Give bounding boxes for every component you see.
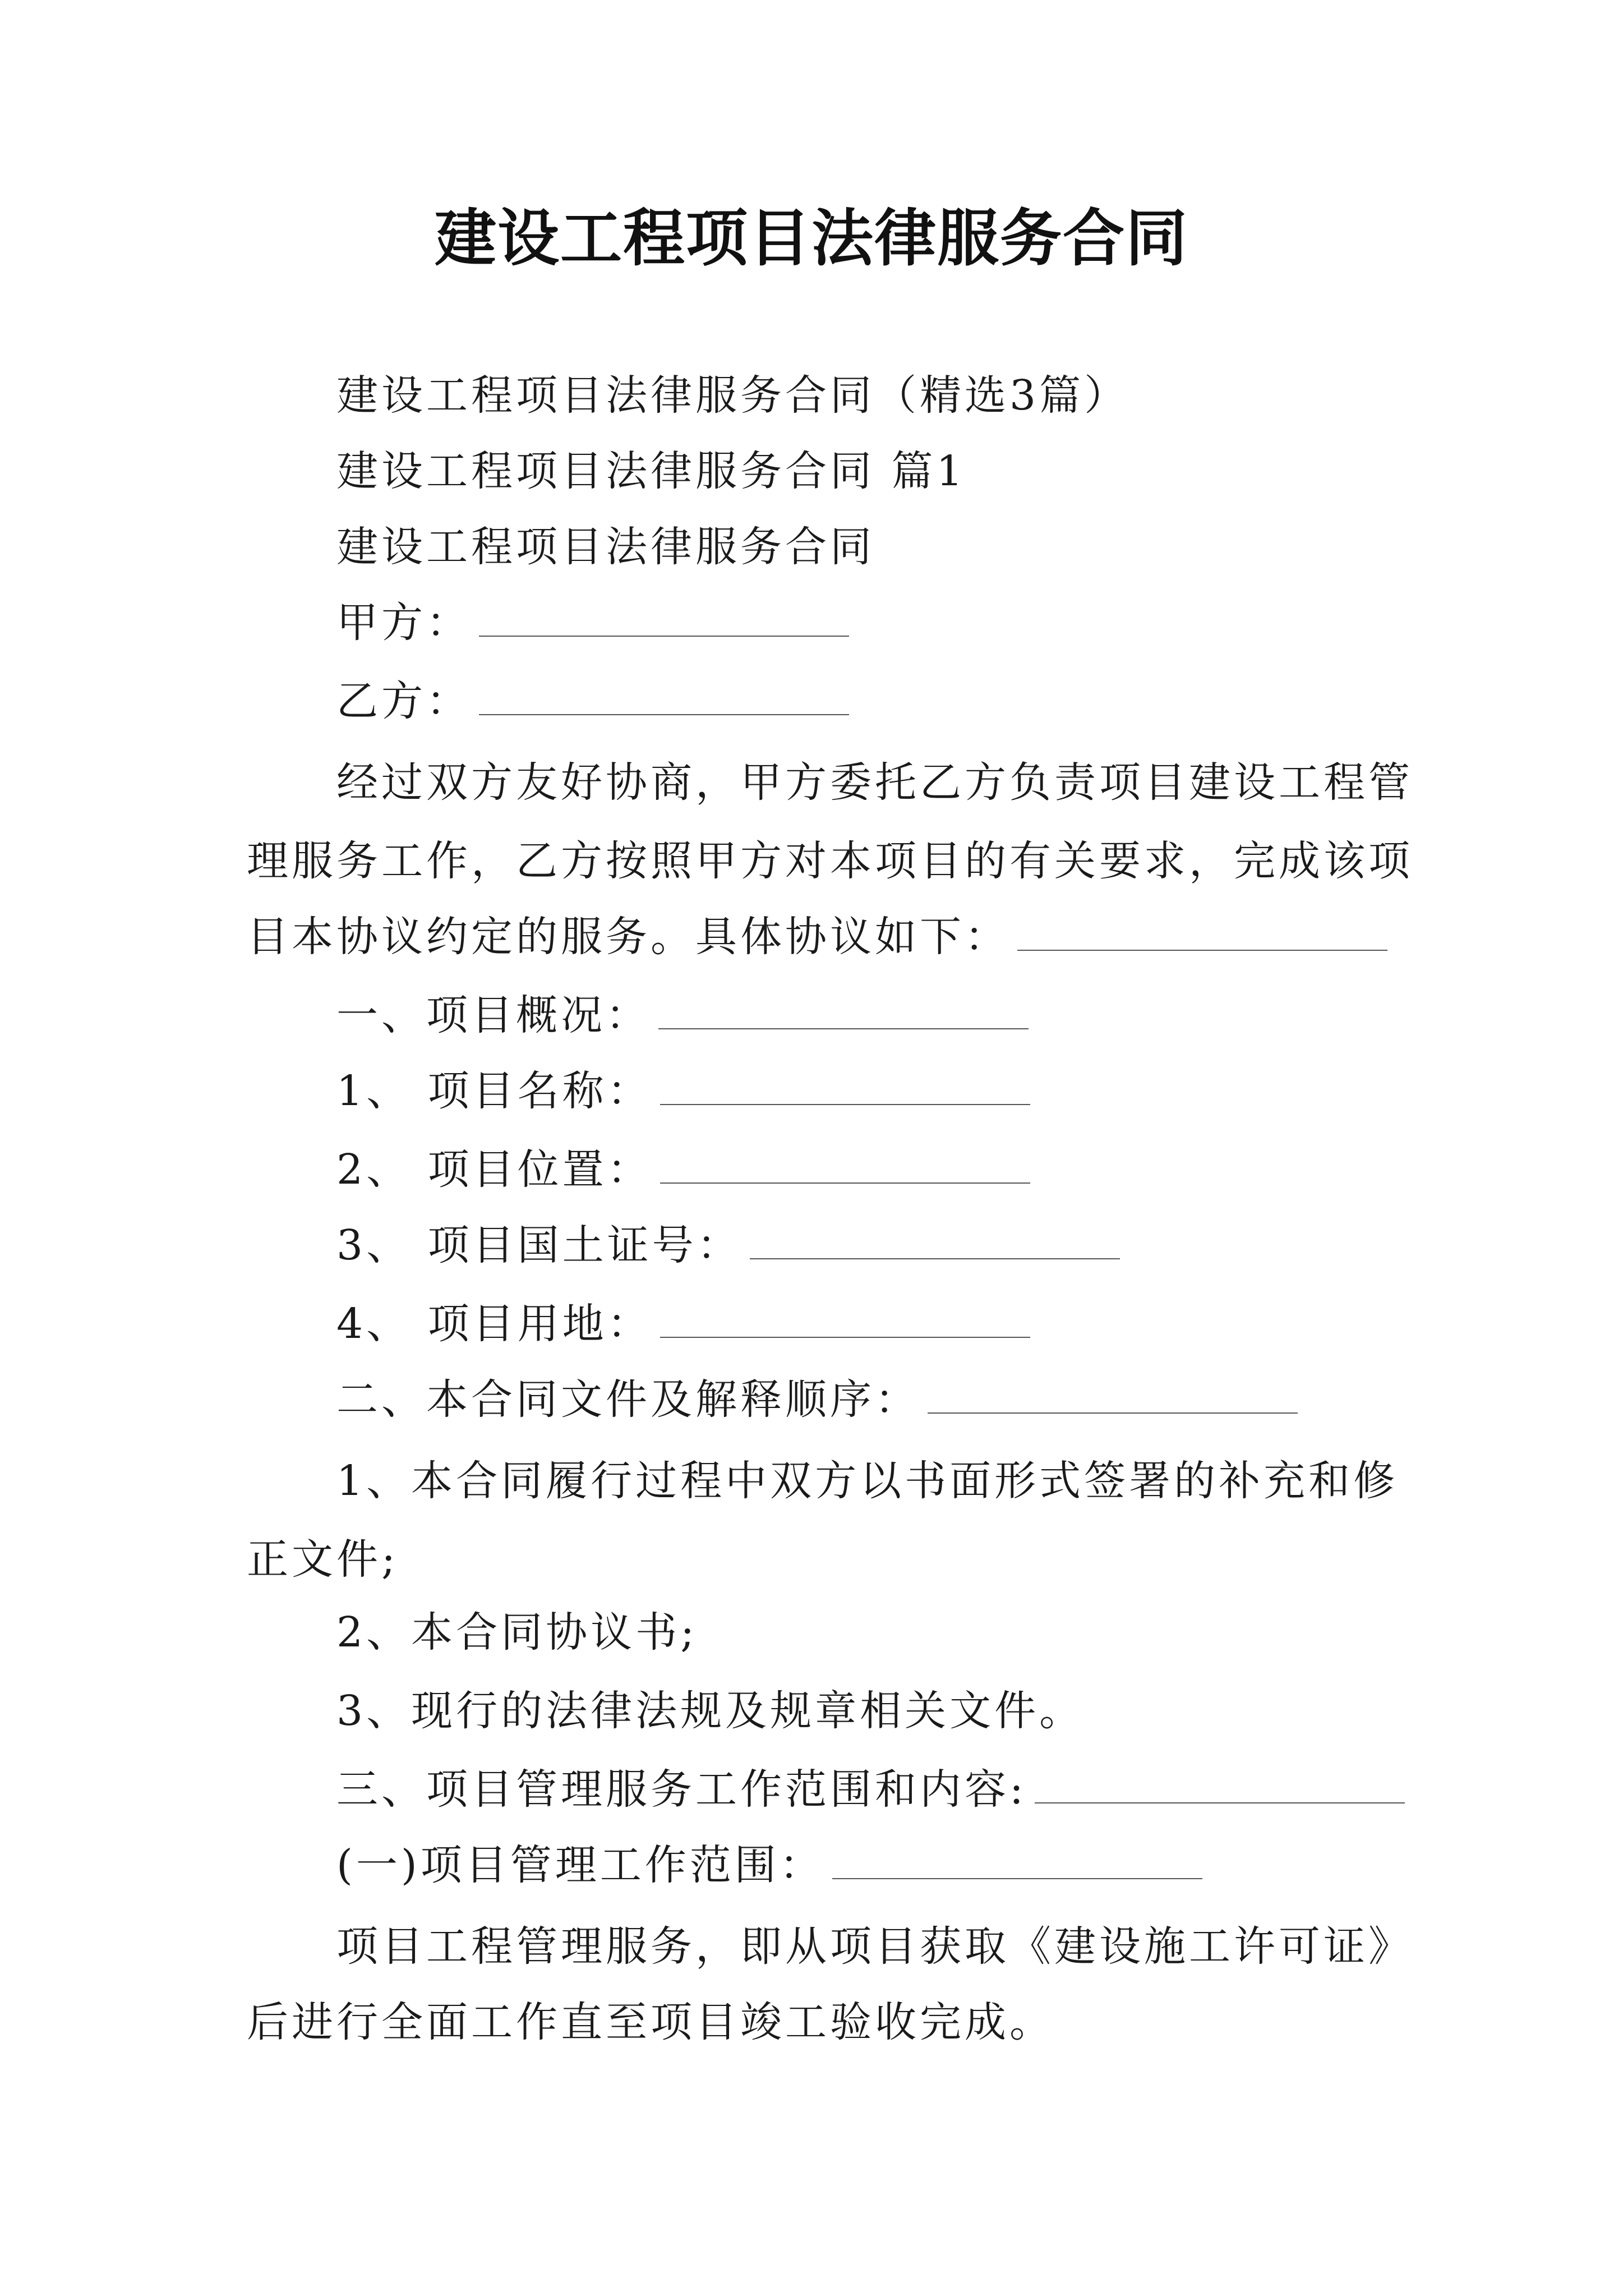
party-b-line [336, 673, 849, 729]
item-2-3-line [336, 1683, 1084, 1739]
item-1-1-line [336, 1063, 1030, 1119]
item-1-3-text: 3、 项目国土证号： [336, 1221, 742, 1269]
subtitle-text: 建设工程项目法律服务合同（精选3篇） [336, 371, 1129, 420]
intro-line-3 [247, 909, 1387, 965]
subtitle-line [336, 367, 1129, 424]
section-3-sub-blank [832, 1844, 1202, 1879]
item-2-2-line [336, 1604, 698, 1660]
intro-text-1: 经过双方友好协商，甲方委托乙方负责项目建设工程管 [336, 758, 1413, 807]
section-1-blank [658, 995, 1029, 1029]
item-2-1-line-b [247, 1531, 399, 1588]
scope-text-1: 项目工程管理服务，即从项目获取《建设施工许可证》 [336, 1922, 1413, 1971]
part-heading-text: 建设工程项目法律服务合同 篇1 [336, 447, 966, 495]
party-a-blank [479, 602, 849, 637]
item-1-4-line [336, 1296, 1030, 1352]
party-a-line [336, 595, 849, 651]
party-b-blank [479, 680, 849, 715]
scope-line-1 [336, 1918, 1413, 1975]
item-2-1-line-a [336, 1453, 1398, 1509]
contract-heading-text: 建设工程项目法律服务合同 [336, 523, 875, 571]
contract-heading-line [336, 519, 875, 575]
scope-line-2 [247, 1994, 1054, 2050]
section-1-text: 一、项目概况： [336, 991, 651, 1039]
land-use-blank [660, 1303, 1030, 1338]
project-location-blank [660, 1149, 1030, 1184]
project-name-blank [660, 1070, 1030, 1105]
intro-line-2 [247, 833, 1413, 889]
item-2-3-text: 3、现行的法律法规及规章相关文件。 [336, 1687, 1085, 1735]
section-2-line [336, 1372, 1298, 1428]
section-3-blank [1035, 1769, 1405, 1803]
section-3-line [336, 1761, 1405, 1818]
section-3-text: 三、项目管理服务工作范围和内容: [336, 1765, 1027, 1814]
land-cert-blank [750, 1225, 1120, 1259]
section-1-line [336, 987, 1029, 1043]
item-2-2-text: 2、本合同协议书; [336, 1608, 698, 1657]
item-1-4-text: 4、 项目用地： [336, 1300, 652, 1348]
part-heading-line [336, 443, 966, 499]
item-2-1-text-a: 1、本合同履行过程中双方以书面形式签署的补充和修 [336, 1457, 1399, 1505]
item-1-1-text: 1、 项目名称： [336, 1067, 652, 1115]
section-2-blank [928, 1379, 1298, 1414]
scope-text-2: 后进行全面工作直至项目竣工验收完成。 [247, 1998, 1054, 2046]
item-1-2-text: 2、 项目位置： [336, 1145, 652, 1194]
document-title: 建设工程项目法律服务合同 [435, 202, 1188, 274]
intro-text-3: 目本协议约定的服务。具体协议如下： [247, 913, 1009, 961]
section-3-sub-text: (一)项目管理工作范围： [336, 1841, 824, 1889]
section-2-text: 二、本合同文件及解释顺序： [336, 1375, 920, 1424]
intro-line-1 [336, 754, 1413, 811]
party-a-label: 甲方： [336, 599, 471, 647]
item-1-3-line [336, 1217, 1120, 1273]
section-3-sub-line [336, 1837, 1202, 1893]
item-1-2-line [336, 1142, 1030, 1198]
intro-blank [1017, 916, 1387, 951]
intro-text-2: 理服务工作，乙方按照甲方对本项目的有关要求，完成该项 [247, 837, 1413, 885]
party-b-label: 乙方： [336, 677, 471, 725]
item-2-1-text-b: 正文件; [247, 1535, 399, 1584]
